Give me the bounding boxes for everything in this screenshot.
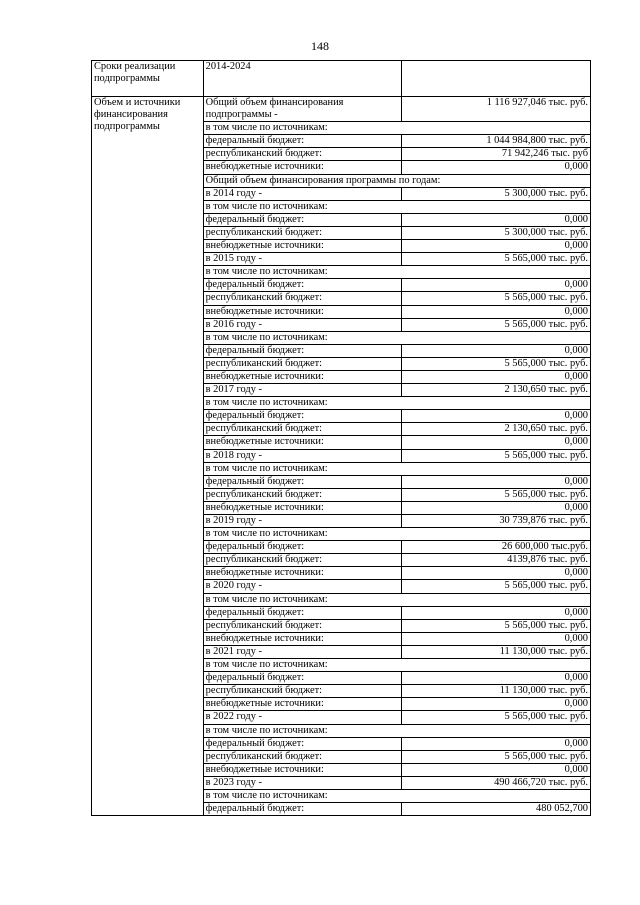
- financing-row: [92, 97, 591, 122]
- financing-source-label: внебюджетные источники:: [203, 567, 401, 580]
- financing-amount: 480 052,700: [401, 803, 590, 816]
- financing-amount: 5 565,000 тыс. руб.: [401, 292, 590, 305]
- financing-amount: 0,000: [401, 606, 590, 619]
- financing-source-label: федеральный бюджет:: [203, 279, 401, 292]
- financing-source-label: федеральный бюджет:: [203, 737, 401, 750]
- financing-source-label: федеральный бюджет:: [203, 135, 401, 148]
- financing-subheading: в том числе по источникам:: [203, 122, 590, 135]
- financing-amount: 5 565,000 тыс. руб.: [401, 253, 590, 266]
- financing-amount: 5 565,000 тыс. руб.: [401, 750, 590, 763]
- financing-amount: 0,000: [401, 567, 590, 580]
- financing-source-label: в 2018 году -: [203, 449, 401, 462]
- financing-source-label: Общий объем финансирования подпрограммы -: [203, 97, 401, 122]
- financing-subheading: в том числе по источникам:: [203, 397, 590, 410]
- financing-source-label: республиканский бюджет:: [203, 685, 401, 698]
- terms-row: [92, 61, 591, 97]
- financing-amount: 11 130,000 тыс. руб.: [401, 645, 590, 658]
- financing-amount: 0,000: [401, 344, 590, 357]
- financing-amount: 0,000: [401, 475, 590, 488]
- financing-source-label: внебюджетные источники:: [203, 370, 401, 383]
- financing-source-label: республиканский бюджет:: [203, 619, 401, 632]
- financing-amount: 5 565,000 тыс. руб.: [401, 318, 590, 331]
- financing-source-label: в 2020 году -: [203, 580, 401, 593]
- financing-amount: 0,000: [401, 501, 590, 514]
- financing-source-label: федеральный бюджет:: [203, 672, 401, 685]
- financing-subheading: в том числе по источникам:: [203, 462, 590, 475]
- financing-source-label: в 2021 году -: [203, 645, 401, 658]
- financing-amount: 0,000: [401, 698, 590, 711]
- page-number: 148: [311, 39, 329, 53]
- financing-label: Объем и источники финансирования подпрограммы: [92, 97, 204, 816]
- financing-amount: 5 565,000 тыс. руб.: [401, 580, 590, 593]
- financing-source-label: внебюджетные источники:: [203, 240, 401, 253]
- financing-subheading: в том числе по источникам:: [203, 789, 590, 802]
- financing-subheading: в том числе по источникам:: [203, 528, 590, 541]
- financing-amount: 490 466,720 тыс. руб.: [401, 776, 590, 789]
- financing-source-label: республиканский бюджет:: [203, 292, 401, 305]
- financing-amount: 0,000: [401, 737, 590, 750]
- financing-source-label: федеральный бюджет:: [203, 410, 401, 423]
- financing-source-label: в 2022 году -: [203, 711, 401, 724]
- financing-source-label: в 2019 году -: [203, 515, 401, 528]
- financing-source-label: федеральный бюджет:: [203, 541, 401, 554]
- terms-empty-cell: [401, 61, 590, 97]
- financing-amount: 5 565,000 тыс. руб.: [401, 711, 590, 724]
- financing-source-label: внебюджетные источники:: [203, 632, 401, 645]
- financing-amount: 0,000: [401, 632, 590, 645]
- financing-subheading: в том числе по источникам:: [203, 593, 590, 606]
- financing-source-label: внебюджетные источники:: [203, 161, 401, 174]
- financing-amount: 4139,876 тыс. руб.: [401, 554, 590, 567]
- financing-amount: 5 565,000 тыс. руб.: [401, 488, 590, 501]
- financing-amount: 5 565,000 тыс. руб.: [401, 449, 590, 462]
- financing-source-label: в 2023 году -: [203, 776, 401, 789]
- financing-amount: 0,000: [401, 161, 590, 174]
- financing-subheading: в том числе по источникам:: [203, 659, 590, 672]
- financing-source-label: в 2016 году -: [203, 318, 401, 331]
- financing-amount: 0,000: [401, 763, 590, 776]
- financing-amount: 30 739,876 тыс. руб.: [401, 515, 590, 528]
- financing-source-label: в 2015 году -: [203, 253, 401, 266]
- financing-subheading: в том числе по источникам:: [203, 724, 590, 737]
- financing-amount: 2 130,650 тыс. руб.: [401, 384, 590, 397]
- financing-source-label: федеральный бюджет:: [203, 213, 401, 226]
- financing-source-label: федеральный бюджет:: [203, 803, 401, 816]
- financing-subheading: в том числе по источникам:: [203, 200, 590, 213]
- financing-subheading: в том числе по источникам:: [203, 266, 590, 279]
- financing-amount: 0,000: [401, 436, 590, 449]
- financing-amount: 2 130,650 тыс. руб.: [401, 423, 590, 436]
- financing-source-label: внебюджетные источники:: [203, 763, 401, 776]
- financing-source-label: республиканский бюджет:: [203, 750, 401, 763]
- financing-source-label: республиканский бюджет:: [203, 226, 401, 239]
- financing-source-label: республиканский бюджет:: [203, 554, 401, 567]
- financing-subheading: Общий объем финансирования программы по годам:: [203, 174, 590, 187]
- financing-amount: 0,000: [401, 370, 590, 383]
- financing-amount: 0,000: [401, 410, 590, 423]
- terms-label: Сроки реализации подпрограммы: [92, 61, 204, 97]
- financing-source-label: внебюджетные источники:: [203, 501, 401, 514]
- financing-source-label: федеральный бюджет:: [203, 344, 401, 357]
- financing-amount: 26 600,000 тыс.руб.: [401, 541, 590, 554]
- financing-source-label: республиканский бюджет:: [203, 357, 401, 370]
- financing-source-label: в 2017 году -: [203, 384, 401, 397]
- terms-value: 2014-2024: [203, 61, 401, 97]
- financing-amount: 0,000: [401, 305, 590, 318]
- financing-amount: 5 300,000 тыс. руб.: [401, 226, 590, 239]
- financing-source-label: республиканский бюджет:: [203, 423, 401, 436]
- financing-amount: 5 565,000 тыс. руб.: [401, 357, 590, 370]
- financing-source-label: республиканский бюджет:: [203, 148, 401, 161]
- financing-amount: 71 942,246 тыс. руб: [401, 148, 590, 161]
- financing-source-label: внебюджетные источники:: [203, 698, 401, 711]
- financing-source-label: в 2014 году -: [203, 187, 401, 200]
- financing-amount: 1 116 927,046 тыс. руб.: [401, 97, 590, 122]
- financing-amount: 5 565,000 тыс. руб.: [401, 619, 590, 632]
- financing-source-label: внебюджетные источники:: [203, 436, 401, 449]
- financing-amount: 0,000: [401, 279, 590, 292]
- financing-amount: 0,000: [401, 240, 590, 253]
- financing-amount: 0,000: [401, 213, 590, 226]
- program-passport-table: [91, 60, 591, 816]
- financing-source-label: республиканский бюджет:: [203, 488, 401, 501]
- financing-amount: 0,000: [401, 672, 590, 685]
- financing-amount: 11 130,000 тыс. руб.: [401, 685, 590, 698]
- financing-source-label: федеральный бюджет:: [203, 606, 401, 619]
- financing-source-label: федеральный бюджет:: [203, 475, 401, 488]
- financing-subheading: в том числе по источникам:: [203, 331, 590, 344]
- financing-amount: 1 044 984,800 тыс. руб.: [401, 135, 590, 148]
- financing-amount: 5 300,000 тыс. руб.: [401, 187, 590, 200]
- financing-source-label: внебюджетные источники:: [203, 305, 401, 318]
